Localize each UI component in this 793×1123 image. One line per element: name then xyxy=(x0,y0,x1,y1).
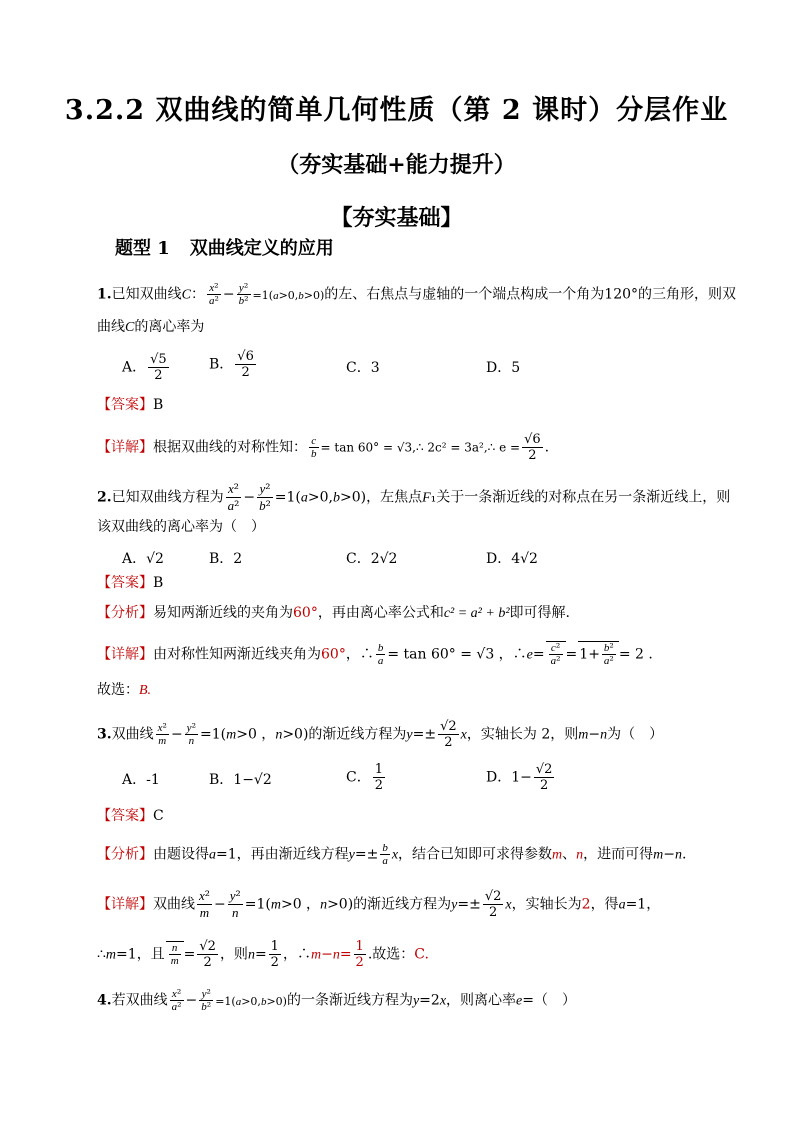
q2-stem-line1: 2.已知双曲线方程为 $\frac{\text{x²}}{\text{a²}}$ − $\frac{\text{y²}}{\text{b²}}$ =1(a>0,b>0)，左焦点F₁关于一条渐近线的对称点在另一条渐近线上，则 xyxy=(97,481,731,514)
q1-option-b: B． $\frac{√6}{2}$ xyxy=(209,349,254,380)
q2-detail: 【详解】由对称性知两渐近线夹角为60°，∴ $\frac{b}{a}$ = tan 60° = √3 ，∴e= $\frac{\text{c²}}{\text{a²}}$ = 1+ $\frac{\text{b²}}{\text{a²}}$ = 2 . xyxy=(97,641,653,667)
q3-option-b: B．1−√2 xyxy=(209,772,272,788)
q3-option-c: C． $\frac{1}{2}$ xyxy=(346,762,383,793)
q3-option-d: D．1− $\frac{√2}{2}$ xyxy=(486,762,553,793)
q3-option-a: A．-1 xyxy=(122,772,160,788)
q2-analysis: 【分析】易知两渐近线的夹角为60°，再由离心率公式和c² = a² + b²即可得解. xyxy=(97,605,570,621)
q3-analysis: 【分析】由题设得a=1，再由渐近线方程y=± $\frac{b}{a}$ x，结合已知即可求得参数m、n，进而可得m−n. xyxy=(97,842,687,867)
q1-option-d: D．5 xyxy=(486,360,521,376)
q4-stem: 4.若双曲线 $\frac{\text{x²}}{\text{a²}}$ − $\frac{\text{y²}}{\text{b²}}$ =1(a>0,b>0)的一条渐近线方程为y=2x，则离心率e=（ ） xyxy=(97,987,576,1013)
q2-answer: 【答案】B xyxy=(97,575,164,591)
q2-option-d: D．4√2 xyxy=(486,551,538,567)
q3-detail-line2: ∴m=1，且 $\frac{n}{m}$ = $\frac{√2}{2}$ ，则n= $\frac{1}{2}$ ，∴m−n= $\frac{1}{2}$ .故选：C. xyxy=(97,939,429,970)
question-type-heading: 题型 1 双曲线定义的应用 xyxy=(115,238,334,259)
q2-stem-line2: 该双曲线的离心率为（ ） xyxy=(97,519,265,535)
q3-detail-line1: 【详解】双曲线 $\frac{\text{x²}}{m}$ − $\frac{\text{y²}}{n}$ =1(m>0 ，n>0)的渐近线方程为y=± $\frac{√2}{2}$ x，实轴长为2，得a=1， xyxy=(97,888,661,920)
q1-stem-line1: 1.已知双曲线C： $\frac{\text{x²}}{\text{a²}}$ − $\frac{\text{y²}}{\text{b²}}$ =1(a>0,b>0)的左、右焦点与虚轴的一个端点构成一个角为120°的三角形，则双 xyxy=(97,281,737,307)
q1-detail: 【详解】根据双曲线的对称性知： $\frac{c}{b}$ = tan 60° = √3,∴ 2c² = 3a²,∴ e = $\frac{√6}{2}$ . xyxy=(97,432,550,463)
q3-answer: 【答案】C xyxy=(97,808,164,824)
q1-stem-line2: 曲线C的离心率为 xyxy=(97,319,205,335)
q1-option-a: A． $\frac{√5}{2}$ xyxy=(122,352,167,383)
section-heading: 【夯实基础】 xyxy=(330,205,463,231)
q2-option-c: C．2√2 xyxy=(346,551,398,567)
q1-answer: 【答案】B xyxy=(97,397,164,413)
q2-conclusion: 故选：B. xyxy=(97,682,152,698)
page-title: 3.2.2 双曲线的简单几何性质（第 2 课时）分层作业 xyxy=(64,95,729,126)
q2-option-b: B．2 xyxy=(209,551,243,567)
q1-option-c: C．3 xyxy=(346,360,380,376)
page-subtitle: （夯实基础+能力提升） xyxy=(277,152,516,178)
q3-stem: 3.双曲线 $\frac{\text{x²}}{m}$ − $\frac{\text{y²}}{n}$ =1(m>0 ，n>0)的渐近线方程为y=± $\frac{√2}{2}$ x，实轴长为 2，则m−n为（ ） xyxy=(97,719,664,750)
q2-option-a: A．√2 xyxy=(122,551,164,567)
